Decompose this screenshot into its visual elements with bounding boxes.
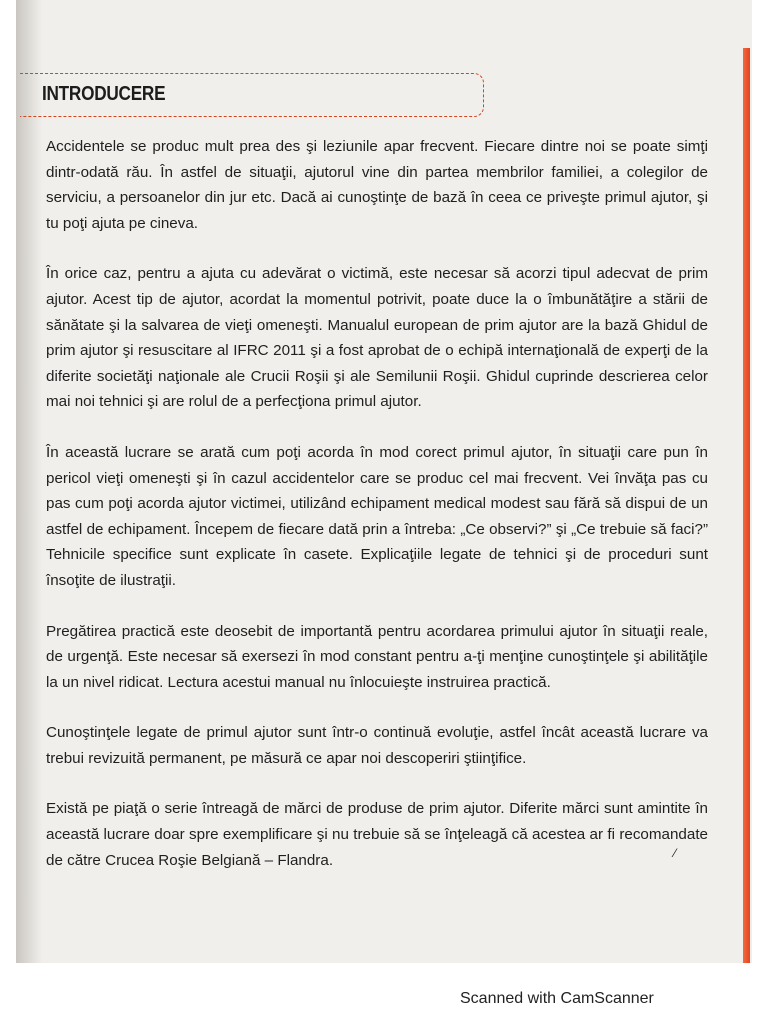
paragraph-5: Cunoştinţele legate de primul ajutor sunt într-o continuă evoluţie, astfel încât această lucrare va trebui revizuită permanent, pe măsură ce apar noi descoperiri ştiinţifice. bbox=[46, 724, 708, 767]
stray-pen-mark: ⁄ bbox=[674, 846, 677, 860]
paragraph-2: În orice caz, pentru a ajuta cu adevărat o victimă, este necesar să acorzi tipul adecvat de prim ajutor. Acest tip de ajutor, acordat la momentul potrivit, poate duce la o îmbunătăţire a stării de sănătate şi la salvarea de vieţi omeneşti. Manualul european de prim ajutor are la bază Ghidul de prim ajutor şi resuscitare al IFRC 2011 şi a fost aprobat de o echipă internaţională de experţi de la diferite societăţi naţionale ale Crucii Roşii şi ale Semilunii Roşii. Ghidul cuprinde descrierea celor mai noi tehnici şi are rolul de a perfecţiona primul ajutor. bbox=[46, 265, 708, 411]
scanned-page bbox=[16, 0, 752, 963]
page-red-edge bbox=[743, 48, 750, 963]
section-heading: INTRODUCERE bbox=[42, 83, 166, 105]
body-text bbox=[46, 134, 708, 873]
paragraph-3: În această lucrare se arată cum poţi acorda în mod corect primul ajutor, în situaţii care pun în pericol vieţi omeneşti şi în cazul accidentelor care se produc cel mai frecvent. Vei învăţa pas cu pas cum poţi acorda ajutor victimei, utilizând echipament medical modest sau fără să dispui de un astfel de echipament. Începem de fiecare dată prin a întreba: „Ce observi?” şi „Ce trebuie să faci?” Tehnicile specifice sunt explicate în casete. Explicaţiile legate de tehnici şi de proceduri sunt însoţite de ilustraţii. bbox=[46, 443, 708, 589]
page-binding-shadow bbox=[16, 0, 42, 963]
paragraph-6: Există pe piaţă o serie întreagă de mărci de produse de prim ajutor. Diferite mărci sunt amintite în această lucrare doar spre exemplificare şi nu trebuie să se înţeleagă că acestea ar fi recomandate de către Crucea Roşie Belgiană – Flandra. bbox=[46, 800, 708, 869]
camscanner-watermark: Scanned with CamScanner bbox=[460, 990, 654, 1007]
paragraph-4: Pregătirea practică este deosebit de importantă pentru acordarea primului ajutor în situaţii reale, de urgenţă. Este necesar să exersezi în mod constant pentru a-ţi menţine cunoştinţele şi abilităţile la un nivel ridicat. Lectura acestui manual nu înlocuieşte instruirea practică. bbox=[46, 622, 708, 691]
paragraph-1: Accidentele se produc mult prea des şi leziunile apar frecvent. Fiecare dintre noi se poate simţi dintr-odată rău. În astfel de situaţii, ajutorul vine din partea membrilor familiei, a colegilor de serviciu, a persoanelor din jur etc. Dacă ai cunoştinţe de bază în ceea ce priveşte primul ajutor, şi tu poţi ajuta pe cineva. bbox=[46, 138, 708, 232]
